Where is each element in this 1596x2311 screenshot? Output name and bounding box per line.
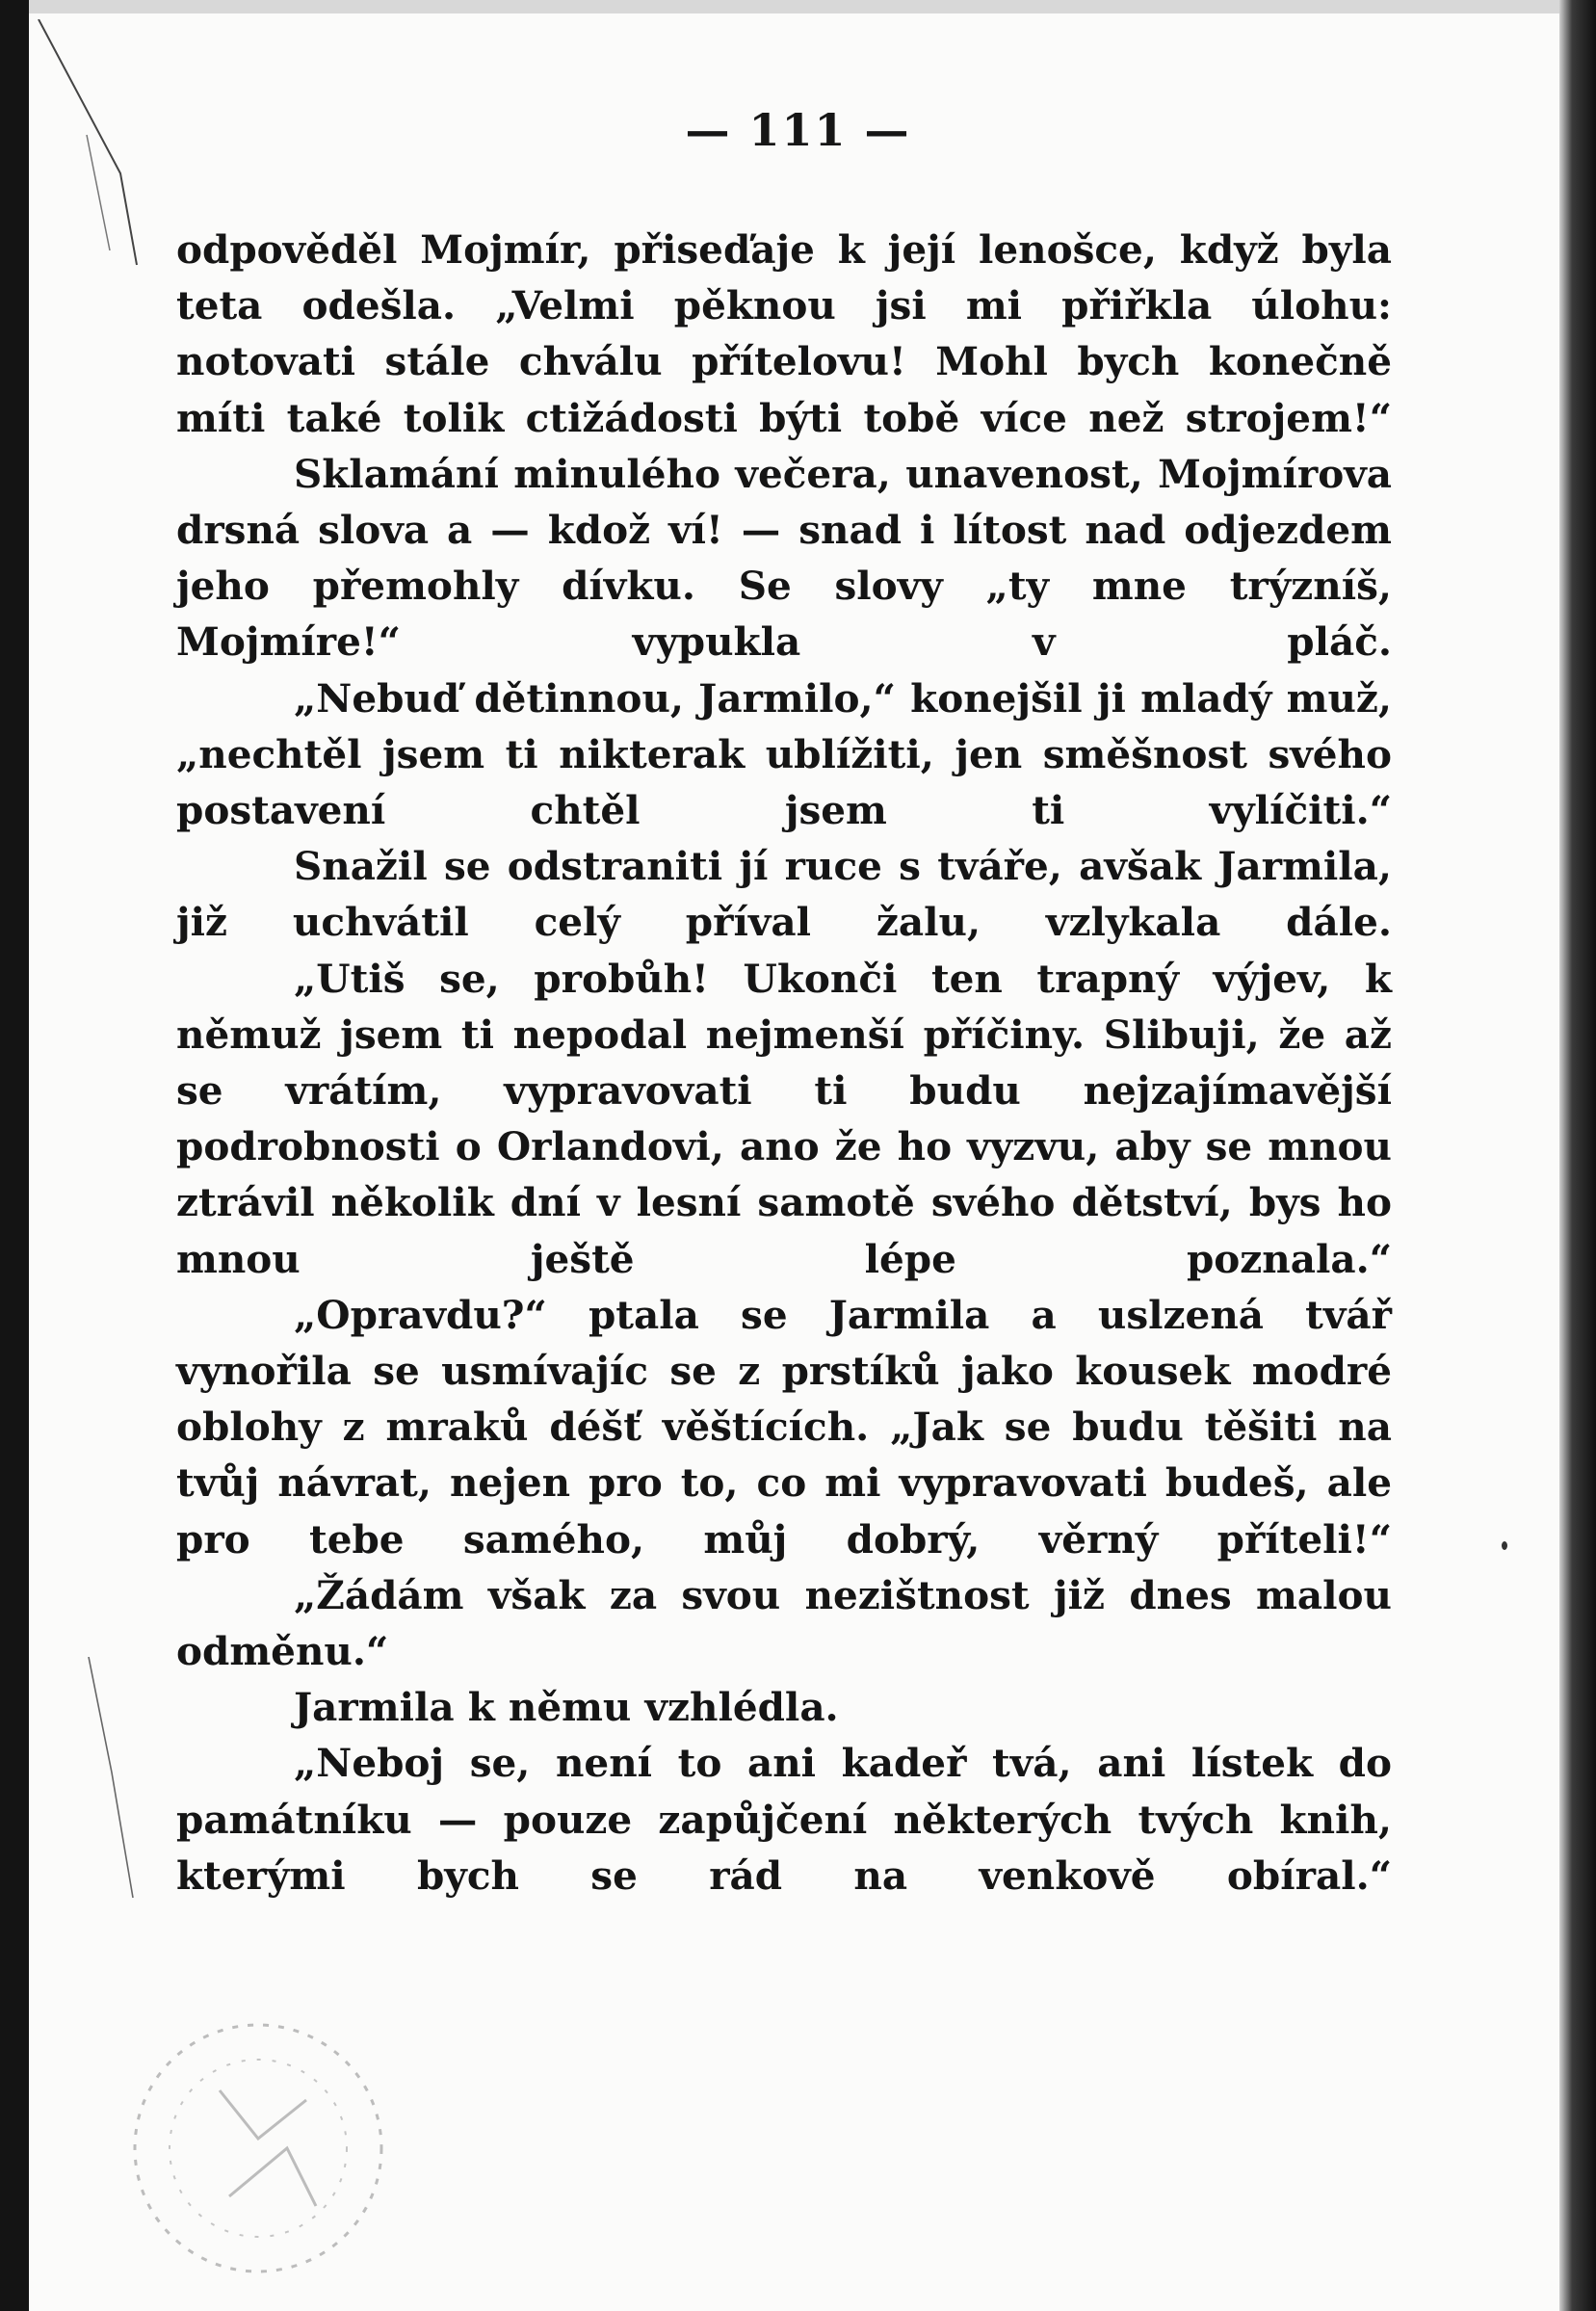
paragraph: Sklamání minulého večera, unavenost, Mojmírova drsná slova a — kdož ví! — snad i lítost nad odjezdem jeho přemohly dívku. Se slovy „ty mne trýzníš, Mojmíre!“ vypukla v pláč.: [176, 450, 1392, 666]
body-text: [176, 222, 1392, 1904]
paragraph: „Neboj se, není to ani kadeř tvá, ani lístek do památníku — pouze zapůjčení některých tvých knih, kterými bych se rád na venkově obíral.“: [176, 1740, 1392, 1899]
paragraph: „Žádám však za svou nezištnost již dnes malou odměnu.“: [176, 1571, 1392, 1675]
scan-top-edge: [0, 0, 1596, 13]
scan-scratch-mark-lower: [85, 1657, 143, 1907]
scan-left-edge: [0, 0, 29, 2311]
scan-speck: [1502, 1541, 1507, 1550]
page-number: — 111 —: [685, 104, 911, 156]
library-stamp-icon: [114, 2004, 403, 2283]
scan-right-edge: [1559, 0, 1596, 2311]
paragraph: „Nebuď dětinnou, Jarmilo,“ konejšil ji mladý muž, „nechtěl jsem ti nikterak ublížiti, jen směšnost svého postavení chtěl jsem ti vylíčiti.“: [176, 674, 1392, 834]
paragraph: Jarmila k němu vzhlédla.: [294, 1684, 839, 1731]
paragraph: „Opravdu?“ ptala se Jarmila a uslzená tvář vynořila se usmívajíc se z prstíků jako kousek modré oblohy z mraků déšť věštících. „Jak se budu těšiti na tvůj návrat, nejen pro to, co mi vypravovati budeš, ale pro tebe samého, můj dobrý, věrný příteli!“: [176, 1291, 1392, 1563]
paragraph: Snažil se odstraniti jí ruce s tváře, avšak Jarmila, již uchvátil celý příval žalu, vzlykala dále.: [176, 843, 1392, 946]
paragraph: odpověděl Mojmír, přiseďaje k její lenošce, když byla teta odešla. „Velmi pěknou jsi mi přiřkla úlohu: notovati stále chválu přítelovu! Mohl bych konečně míti také tolik ctižádosti býti tobě více než strojem!“: [176, 226, 1392, 441]
paragraph: „Utiš se, probůh! Ukonči ten trapný výjev, k němuž jsem ti nepodal nejmenší příčiny. Slibuji, že až se vrátím, vypravovati ti budu nejzajímavější podrobnosti o Orlandovi, ano že ho vyzvu, aby se mnou ztrávil několik dní v lesní samotě svého dětství, bys ho mnou ještě lépe poznala.“: [176, 955, 1392, 1282]
